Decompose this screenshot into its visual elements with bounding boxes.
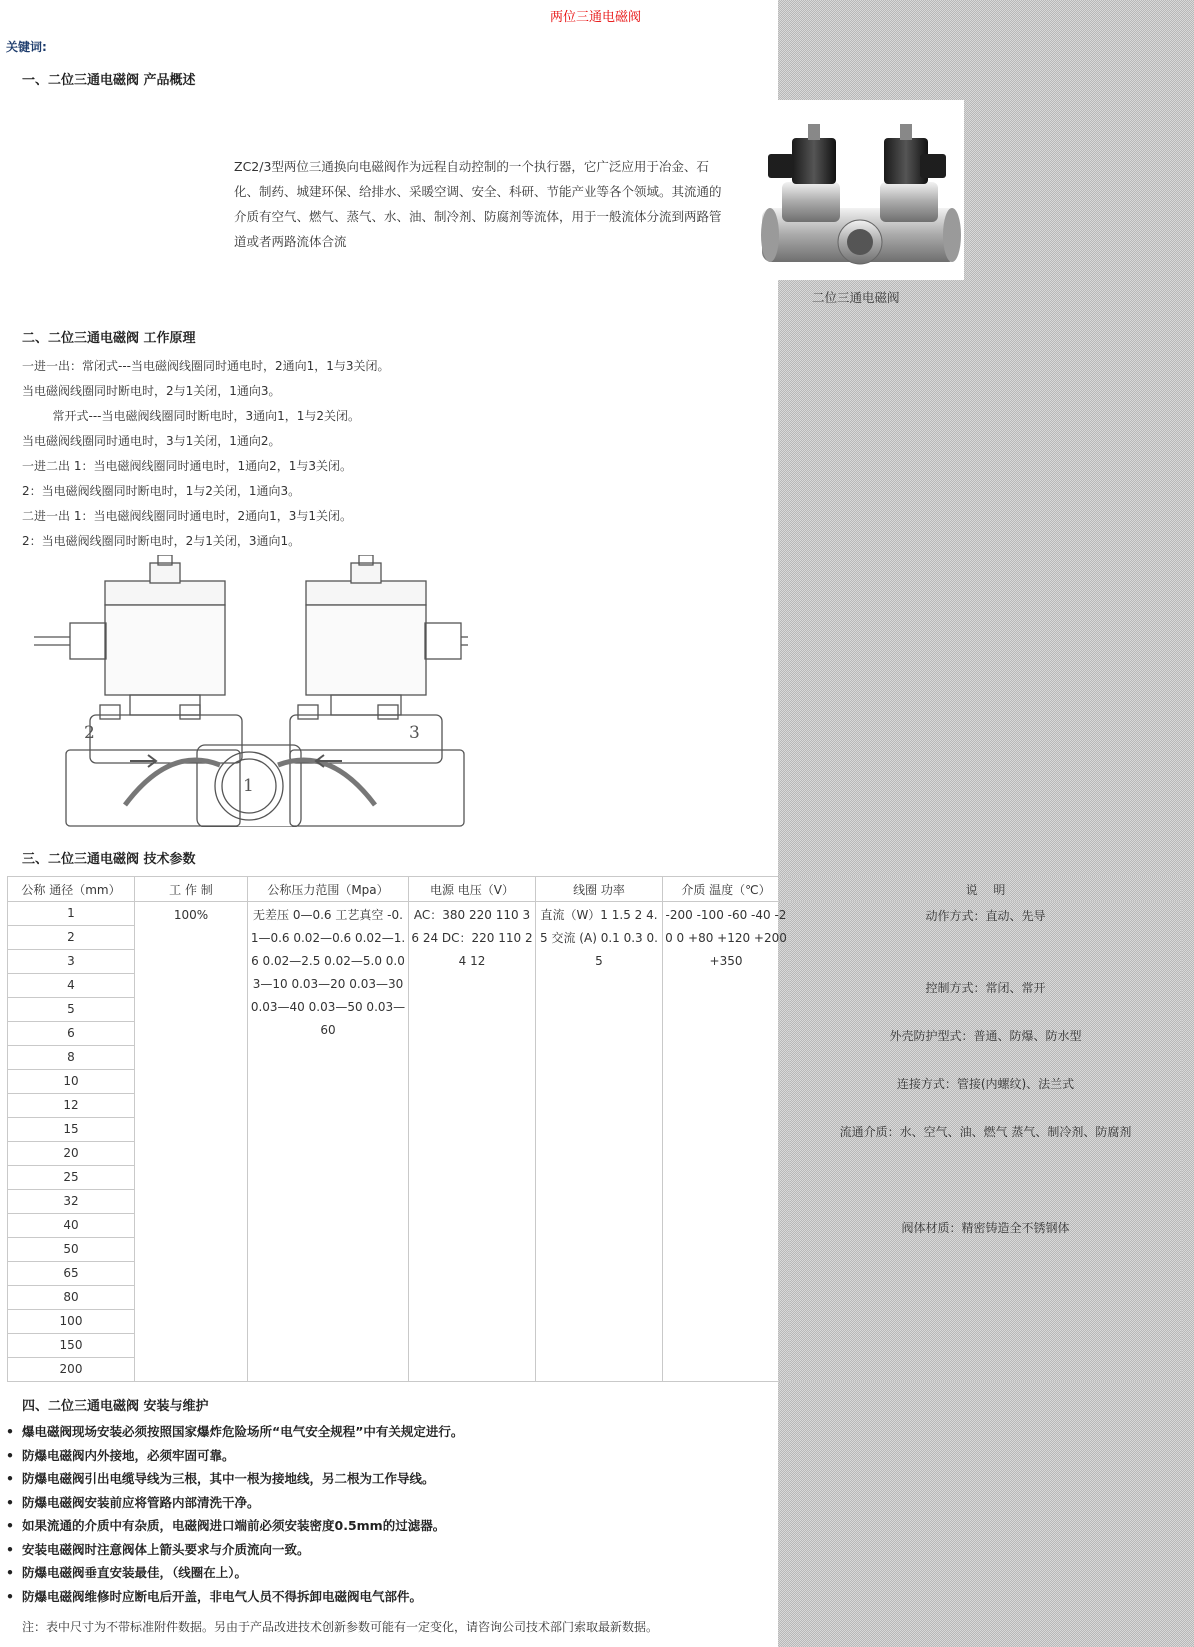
principle-line: 2：当电磁阀线圈同时断电时，2与1关闭，3通向1。 — [22, 534, 301, 548]
bullet-icon: • — [6, 1424, 14, 1439]
table-cell-dn: 1 — [8, 902, 134, 926]
note-line — [790, 1192, 1181, 1216]
table-cell-dn: 150 — [8, 1334, 134, 1358]
table-cell-dn: 4 — [8, 974, 134, 998]
col-header-power: 线圈 功率 — [536, 877, 663, 902]
table-cell-power: 直流（W）1 1.5 2 4.5 交流 (A) 0.1 0.3 0.5 — [536, 902, 663, 1382]
principle-line: 当电磁阀线圈同时通电时，3与1关闭，1通向2。 — [22, 434, 281, 448]
bullet-icon: • — [6, 1588, 14, 1604]
table-cell-dn: 10 — [8, 1070, 134, 1094]
bullet-icon: • — [6, 1565, 14, 1580]
install-list — [6, 1420, 463, 1608]
bullet-icon: • — [6, 1447, 14, 1463]
table-cell-dn: 25 — [8, 1166, 134, 1190]
section-heading-overview: 一、二位三通电磁阀 产品概述 — [22, 73, 196, 88]
table-cell-dn: 20 — [8, 1142, 134, 1166]
table-cell-voltage: AC：380 220 110 36 24 DC：220 110 24 12 — [409, 902, 536, 1382]
table-cell-dn: 40 — [8, 1214, 134, 1238]
principle-line: 2：当电磁阀线圈同时断电时，1与2关闭，1通向3。 — [22, 484, 301, 498]
list-item — [6, 1444, 463, 1468]
col-header-dn: 公称 通径（mm） — [8, 877, 135, 902]
list-item-text: 安装电磁阀时注意阀体上箭头要求与介质流向一致。 — [22, 1541, 310, 1557]
diagram-port-3: 3 — [409, 723, 420, 743]
table-cell-dn: 200 — [59, 1362, 83, 1376]
list-item — [6, 1467, 463, 1491]
table-cell-notes — [790, 902, 1182, 1382]
note-line: 外壳防护型式：普通、防爆、防水型 — [889, 1029, 1082, 1043]
table-header-row — [8, 877, 1182, 902]
note-line: 阀体材质：精密铸造全不锈钢体 — [901, 1221, 1070, 1235]
diagram-port-1: 1 — [243, 776, 254, 796]
list-item-text: 防爆电磁阀垂直安装最佳，（线圈在上）。 — [22, 1565, 248, 1580]
valve-diagram — [30, 555, 470, 827]
spec-table — [7, 876, 1182, 1382]
note-line — [790, 1096, 1181, 1120]
principle-line: 常开式---当电磁阀线圈同时断电时，3通向1，1与2关闭。 — [22, 409, 361, 423]
list-item — [6, 1491, 463, 1515]
principle-line: 一进一出：常闭式---当电磁阀线圈同时通电时，2通向1，1与3关闭。 — [22, 359, 390, 373]
page-title: 两位三通电磁阀 — [550, 10, 642, 25]
diagram-port-2: 2 — [84, 723, 95, 743]
list-item — [6, 1561, 463, 1585]
note-line — [790, 1048, 1181, 1072]
table-cell-dn: 12 — [8, 1094, 134, 1118]
bullet-icon: • — [6, 1494, 14, 1510]
note-line — [790, 1000, 1181, 1024]
list-item — [6, 1585, 463, 1609]
table-cell-temperature: -200 -100 -60 -40 -20 0 +80 +120 +200 +350 — [663, 902, 790, 1382]
table-cell-dn: 5 — [8, 998, 134, 1022]
table-cell-dn: 8 — [8, 1046, 134, 1070]
photo-caption: 二位三通电磁阀 — [812, 290, 900, 305]
note-line: 控制方式：常闭、常开 — [925, 981, 1046, 995]
section-heading-install: 四、二位三通电磁阀 安装与维护 — [22, 1399, 209, 1414]
col-header-pressure: 公称压力范围（Mpa） — [248, 877, 409, 902]
intro-paragraph: ZC2/3型两位三通换向电磁阀作为远程自动控制的一个执行器，它广泛应用于冶金、石化、制药、城建环保、给排水、采暖空调、安全、科研、节能产业等各个领域。其流通的介质有空气、燃气、蒸气、水、油、制冷剂、防腐剂等流体，用于一般流体分流到两路管道或者两路流体合流 — [234, 159, 722, 249]
col-header-voltage: 电源 电压（V） — [409, 877, 536, 902]
principle-line: 一进二出 1：当电磁阀线圈同时通电时，1通向2，1与3关闭。 — [22, 459, 352, 473]
principle-text — [22, 354, 390, 554]
bullet-icon: • — [6, 1471, 14, 1486]
section-heading-principle: 二、二位三通电磁阀 工作原理 — [22, 331, 196, 346]
table-cell-dn: 100 — [8, 1310, 134, 1334]
list-item-text: 爆电磁阀现场安装必须按照国家爆炸危险场所“电气安全规程”中有关规定进行。 — [22, 1424, 464, 1439]
note-line — [790, 952, 1181, 976]
table-cell-dn: 15 — [8, 1118, 134, 1142]
table-cell-duty: 100% — [135, 902, 248, 1382]
principle-line: 当电磁阀线圈同时断电时，2与1关闭，1通向3。 — [22, 384, 281, 398]
note-line: 动作方式：直动、先导 — [925, 909, 1046, 923]
col-header-temperature: 介质 温度（℃） — [663, 877, 790, 902]
dn-column — [8, 902, 135, 1382]
list-item-text: 防爆电磁阀安装前应将管路内部清洗干净。 — [22, 1494, 260, 1510]
col-header-duty: 工 作 制 — [135, 877, 248, 902]
bullet-icon: • — [6, 1518, 14, 1533]
list-item — [6, 1538, 463, 1562]
table-cell-dn: 50 — [8, 1238, 134, 1262]
note-line — [790, 1168, 1181, 1192]
list-item — [6, 1514, 463, 1538]
list-item-text: 防爆电磁阀引出电缆导线为三根，其中一根为接地线，另二根为工作导线。 — [22, 1471, 435, 1486]
table-cell-dn: 3 — [8, 950, 134, 974]
list-item-text: 如果流通的介质中有杂质，电磁阀进口端前必须安装密度0.5mm的过滤器。 — [22, 1518, 446, 1533]
footnote: 注：表中尺寸为不带标准附件数据。另由于产品改进技术创新参数可能有一定变化，请咨询公司技术部门索取最新数据。 — [22, 1620, 659, 1634]
table-cell-dn: 2 — [8, 926, 134, 950]
list-item — [6, 1420, 463, 1444]
note-line — [790, 928, 1181, 952]
list-item-text: 防爆电磁阀内外接地，必须牢固可靠。 — [22, 1447, 235, 1463]
note-line: 流通介质：水、空气、油、燃气 蒸气、制冷剂、防腐剂 — [839, 1125, 1132, 1139]
note-line: 连接方式：管接(内螺纹)、法兰式 — [896, 1077, 1075, 1091]
col-header-notes: 说 明 — [790, 877, 1182, 902]
product-photo — [756, 100, 964, 280]
section-heading-params: 三、二位三通电磁阀 技术参数 — [22, 852, 196, 867]
table-cell-dn: 6 — [8, 1022, 134, 1046]
principle-line: 二进一出 1：当电磁阀线圈同时通电时，2通向1，3与1关闭。 — [22, 509, 352, 523]
note-line — [790, 1144, 1181, 1168]
table-cell-dn: 32 — [8, 1190, 134, 1214]
list-item-text: 防爆电磁阀维修时应断电后开盖，非电气人员不得拆卸电磁阀电气部件。 — [22, 1588, 423, 1604]
table-cell-dn: 80 — [8, 1286, 134, 1310]
table-cell-pressure: 无差压 0—0.6 工艺真空 -0.1—0.6 0.02—0.6 0.02—1.6 0.02—2.5 0.02—5.0 0.03—10 0.03—20 0.03—30 0.03—40 0.03—50 0.03—60 — [248, 902, 409, 1382]
bullet-icon: • — [6, 1541, 14, 1557]
table-cell-dn: 65 — [8, 1262, 134, 1286]
keywords-label: 关键词: — [6, 40, 47, 54]
